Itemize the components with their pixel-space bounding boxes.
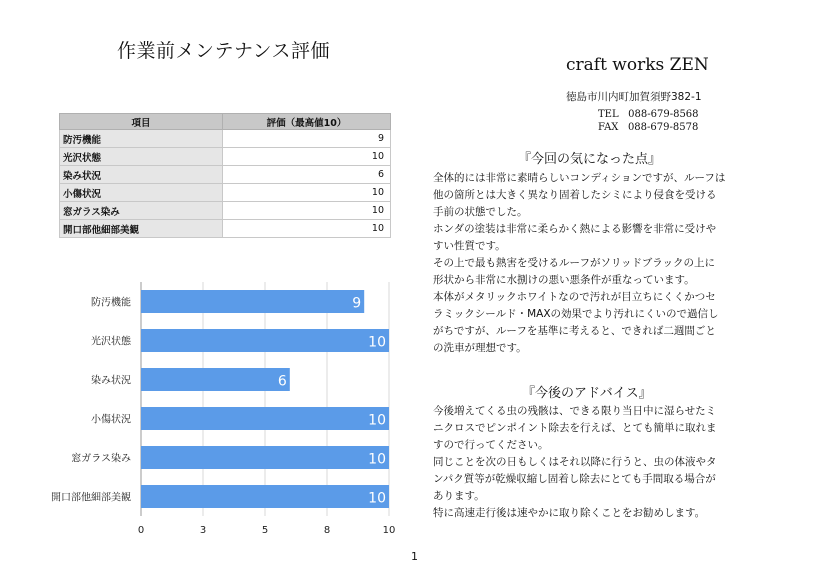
row-value: 9 bbox=[223, 130, 391, 148]
x-tick-label: 10 bbox=[382, 525, 396, 536]
text-line: 特に高速走行後は速やかに取り除くことをお勧めします。 bbox=[433, 507, 706, 519]
row-item: 窓ガラス染み bbox=[60, 202, 223, 220]
section-body-advice bbox=[433, 403, 771, 522]
text-line: 全体的には非常に素晴らしいコンディションですが、ルーフは bbox=[433, 172, 726, 184]
data-label: 10 bbox=[368, 412, 386, 429]
text-line: 今後増えてくる虫の残骸は、できる限り当日中に湿らせたミ bbox=[433, 405, 717, 417]
text-line: がちですが、ルーフを基準に考えると、できれば二週間ごと bbox=[433, 325, 716, 337]
company-contact bbox=[598, 108, 699, 134]
row-value: 10 bbox=[223, 202, 391, 220]
bar bbox=[141, 329, 389, 352]
data-label: 9 bbox=[352, 295, 362, 312]
row-value: 6 bbox=[223, 166, 391, 184]
bar bbox=[141, 368, 290, 391]
table-row bbox=[60, 148, 391, 166]
text-line: 他の箇所とは大きく異なり固着したシミにより侵食を受ける bbox=[433, 189, 717, 201]
text-line: 本体がメタリックホワイトなので汚れが目立ちにくくかつセ bbox=[433, 291, 716, 303]
section-title-advice: 『今後のアドバイス』 bbox=[522, 386, 652, 401]
table-row bbox=[60, 202, 391, 220]
text-line: ホンダの塗装は非常に柔らかく熱による影響を非常に受けや bbox=[433, 223, 717, 235]
evaluation-table bbox=[59, 113, 391, 238]
bar bbox=[141, 485, 389, 508]
header-item: 項目 bbox=[60, 114, 223, 130]
category-label: 防汚機能 bbox=[91, 297, 131, 309]
row-item: 防汚機能 bbox=[60, 130, 223, 148]
table-header-row bbox=[60, 114, 391, 130]
row-item: 小傷状況 bbox=[60, 184, 223, 202]
category-label: 染み状況 bbox=[91, 375, 131, 387]
category-label: 小傷状況 bbox=[91, 414, 131, 426]
row-value: 10 bbox=[223, 220, 391, 238]
row-value: 10 bbox=[223, 184, 391, 202]
table-row bbox=[60, 166, 391, 184]
data-label: 10 bbox=[368, 451, 386, 468]
header-score: 評価（最高値10） bbox=[223, 114, 391, 130]
row-item: 開口部他細部美観 bbox=[60, 220, 223, 238]
x-tick-label: 0 bbox=[137, 525, 145, 536]
x-tick-label: 3 bbox=[199, 525, 207, 536]
text-line: すい性質です。 bbox=[433, 240, 506, 252]
data-label: 10 bbox=[368, 334, 386, 351]
evaluation-bar-chart bbox=[0, 270, 420, 536]
text-line: すので行ってください。 bbox=[433, 439, 549, 451]
company-address: 徳島市川内町加賀須野382-1 bbox=[566, 91, 702, 103]
text-line: その上で最も熱害を受けるルーフがソリッドブラックの上に bbox=[433, 257, 716, 269]
fax-number: FAX 088-679-8578 bbox=[598, 122, 699, 133]
section-title-concerns: 『今回の気になった点』 bbox=[518, 152, 662, 167]
data-label: 10 bbox=[368, 490, 386, 507]
text-line: あります。 bbox=[433, 490, 485, 502]
category-label: 光沢状態 bbox=[91, 336, 131, 348]
x-tick-label: 8 bbox=[323, 525, 331, 536]
table-row bbox=[60, 184, 391, 202]
text-line: 同じことを次の日もしくはそれ以降に行うと、虫の体液やタ bbox=[433, 456, 717, 468]
text-line: ニクロスでピンポイント除去を行えば、とても簡単に取れま bbox=[433, 422, 717, 434]
text-line: 手前の状態でした。 bbox=[433, 206, 528, 218]
bar bbox=[141, 446, 389, 469]
text-line: ラミックシールド・MAXの効果でより汚れにくいので過信し bbox=[433, 308, 719, 320]
category-label: 開口部他細部美観 bbox=[51, 492, 131, 504]
text-line: ンパク質等が乾燥収縮し固着し除去にとても手間取る場合が bbox=[433, 473, 716, 485]
row-item: 光沢状態 bbox=[60, 148, 223, 166]
company-name: craft works ZEN bbox=[566, 55, 709, 75]
page-title: 作業前メンテナンス評価 bbox=[117, 40, 330, 62]
table-row bbox=[60, 130, 391, 148]
row-item: 染み状況 bbox=[60, 166, 223, 184]
row-value: 10 bbox=[223, 148, 391, 166]
text-line: 形状から非常に水捌けの悪い悪条件が重なっています。 bbox=[433, 274, 695, 286]
text-line: の洗車が理想です。 bbox=[433, 342, 527, 354]
x-tick-label: 5 bbox=[261, 525, 269, 536]
data-label: 6 bbox=[277, 373, 287, 390]
bar bbox=[141, 407, 389, 430]
table-row bbox=[60, 220, 391, 238]
category-label: 窓ガラス染み bbox=[71, 453, 131, 465]
page-number: 1 bbox=[411, 550, 418, 563]
tel-number: TEL 088-679-8568 bbox=[598, 109, 699, 120]
section-body-concerns bbox=[433, 170, 771, 357]
bar bbox=[141, 290, 364, 313]
